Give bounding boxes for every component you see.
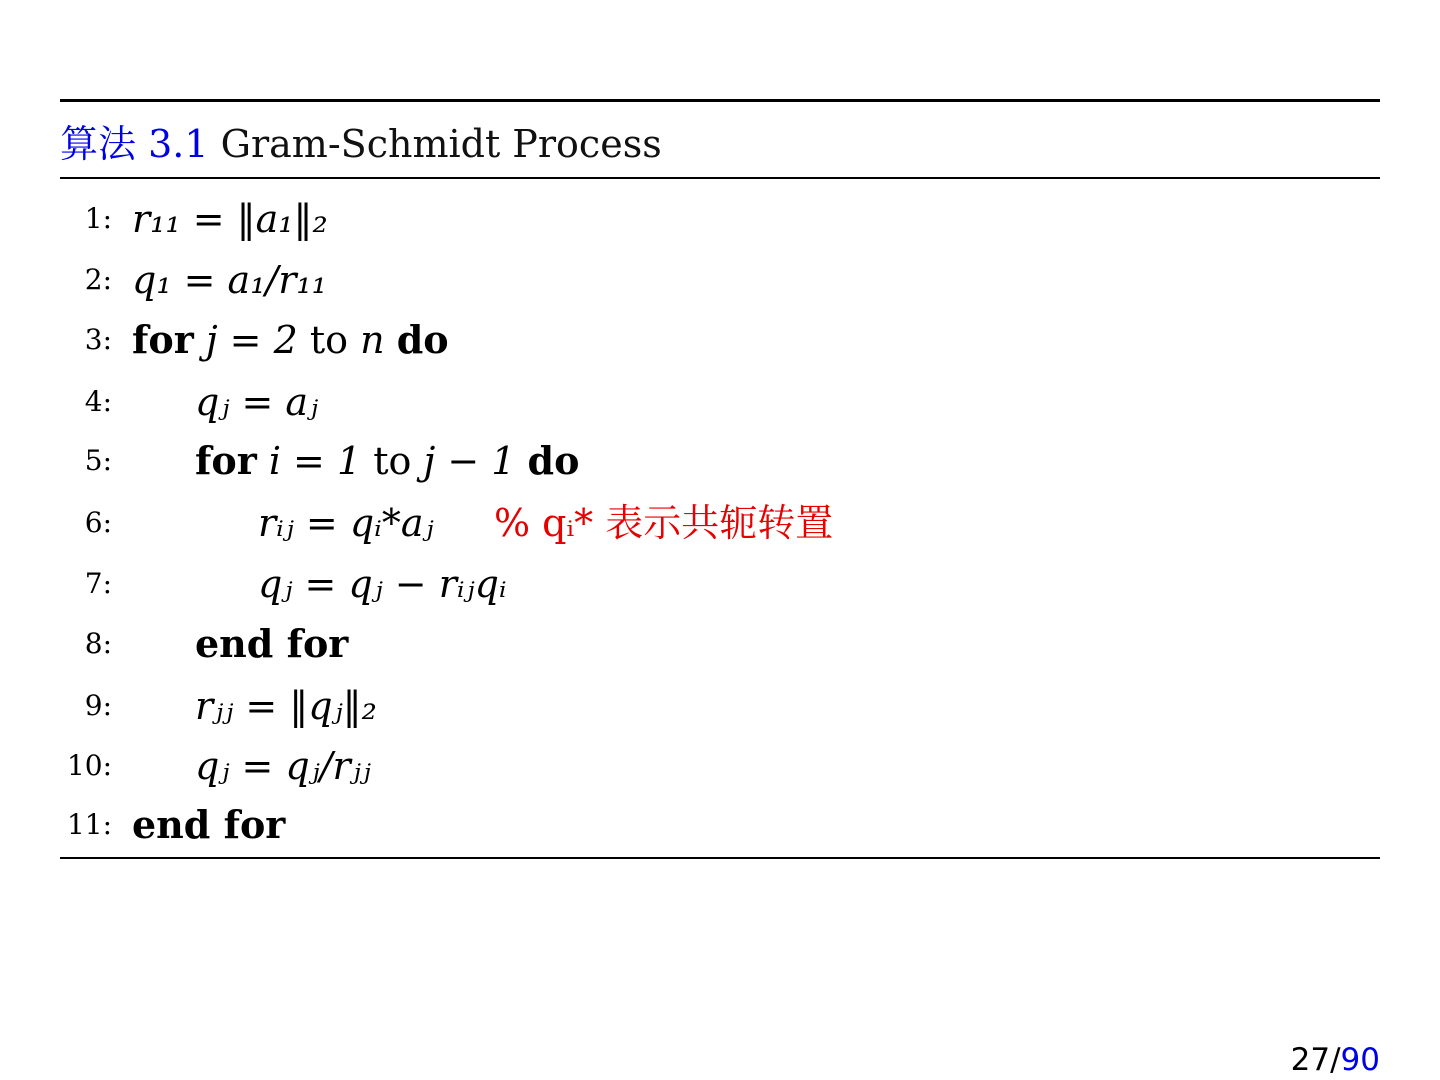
- page-number: [1291, 1040, 1380, 1080]
- code-line-8: [0, 614, 1440, 674]
- line-number: 10:: [66, 749, 112, 782]
- page-total-link[interactable]: 90: [1340, 1042, 1380, 1078]
- code-line-11: [0, 795, 1440, 855]
- code-line-5: [0, 431, 1440, 491]
- code-text: qⱼ = qⱼ − rᵢⱼqᵢ: [258, 562, 507, 606]
- code-line-7: [0, 554, 1440, 614]
- code-text: [132, 310, 449, 370]
- keyword-for: for: [132, 317, 194, 362]
- keyword-to: to: [373, 439, 412, 483]
- keyword-for: for: [195, 438, 257, 483]
- code-line-1: [0, 189, 1440, 249]
- code-text: rᵢⱼ = qᵢ*aⱼ: [258, 501, 434, 545]
- code-text: q₁ = a₁/r₁₁: [132, 258, 327, 302]
- keyword-end-for: end for: [132, 802, 286, 847]
- loop-limit: j − 1: [423, 439, 516, 483]
- code-line-3: [0, 310, 1440, 370]
- bottom-rule: [60, 857, 1380, 859]
- loop-limit: n: [360, 318, 385, 362]
- algorithm-header: [60, 118, 662, 170]
- code-text: qⱼ = aⱼ: [195, 380, 319, 424]
- keyword-end-for: end for: [195, 621, 349, 666]
- line-number: 9:: [84, 689, 112, 722]
- algorithm-title: Gram-Schmidt Process: [220, 122, 662, 166]
- code-line-6: [0, 493, 1440, 553]
- line-number: 8:: [84, 627, 112, 660]
- line-number: 2:: [84, 263, 112, 296]
- line-number: 7:: [84, 567, 112, 600]
- line-number: 6:: [84, 506, 112, 539]
- algorithm-label: 算法 3.1: [60, 122, 209, 166]
- keyword-do: do: [527, 438, 580, 483]
- code-line-10: [0, 736, 1440, 796]
- line-number: 11:: [66, 808, 112, 841]
- code-text: rⱼⱼ = ‖qⱼ‖₂: [195, 684, 377, 728]
- line-number: 4:: [84, 385, 112, 418]
- header-rule: [60, 177, 1380, 179]
- line-number: 3:: [84, 323, 112, 356]
- code-text: [195, 431, 579, 491]
- code-comment: % qᵢ* 表示共轭转置: [494, 501, 834, 545]
- loop-var: i = 1: [268, 439, 362, 483]
- top-rule: [60, 99, 1380, 102]
- code-line-2: [0, 250, 1440, 310]
- page-current: 27/: [1290, 1042, 1341, 1078]
- loop-var: j = 2: [205, 318, 298, 362]
- keyword-to: to: [309, 318, 349, 362]
- code-text: qⱼ = qⱼ/rⱼⱼ: [195, 744, 371, 788]
- keyword-do: do: [396, 317, 449, 362]
- code-line-4: [0, 372, 1440, 432]
- code-line-9: [0, 676, 1440, 736]
- line-number: 5:: [84, 444, 112, 477]
- code-text: r₁₁ = ‖a₁‖₂: [132, 197, 328, 241]
- line-number: 1:: [84, 202, 112, 235]
